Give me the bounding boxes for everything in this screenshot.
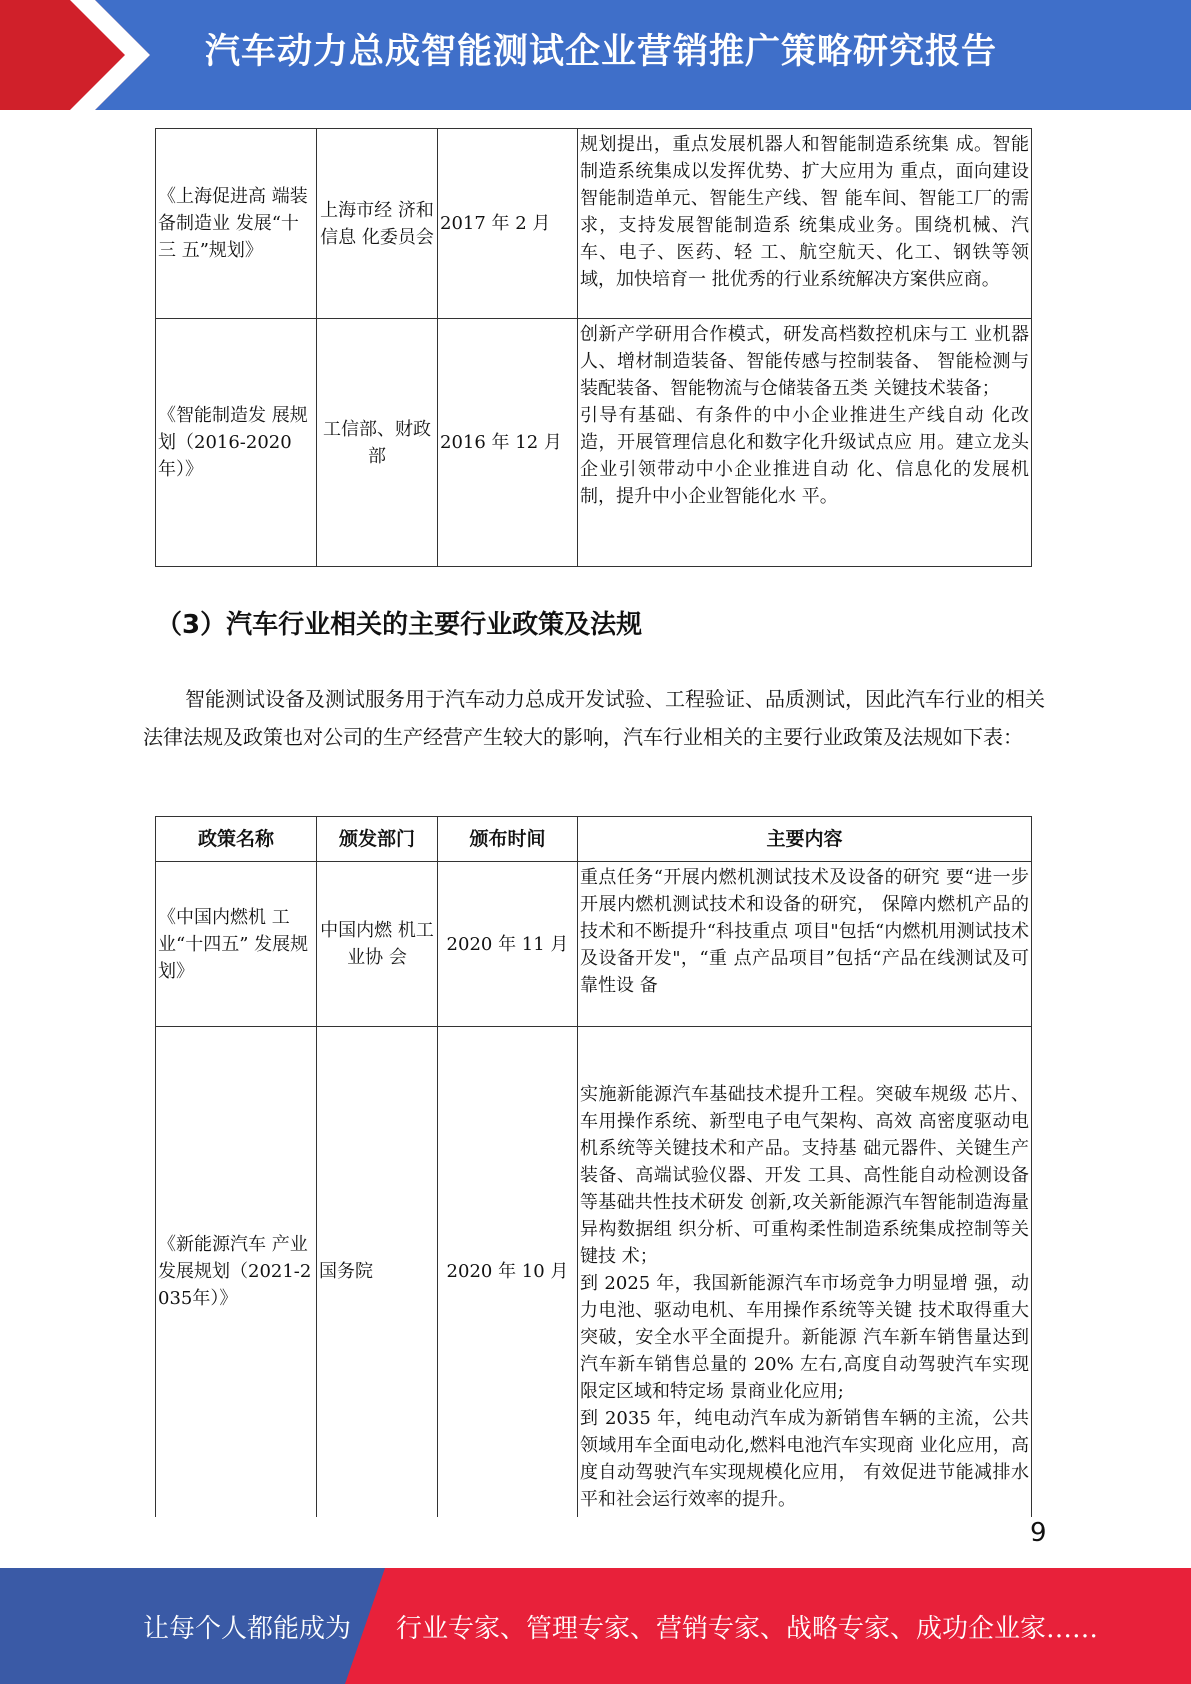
body-paragraph [143, 680, 1045, 756]
issue-date-cell: 2020 年 10 月 [438, 1027, 578, 1517]
table-row [156, 319, 1032, 567]
content-line: 引导有基础、有条件的中小企业推进生产线自动 化改造，开展管理信息化和数字化升级试点应 用。建立龙头企业引领带动中小企业推进自动 化、信息化的发展机制，提升中小企业智能化水 平。 [580, 405, 1029, 507]
auto-policy-table [155, 816, 1032, 1517]
column-header: 颁布时间 [438, 817, 578, 862]
main-content-cell [578, 1027, 1032, 1517]
issue-date-cell: 2017 年 2 月 [438, 129, 578, 319]
content-line: 到 2035 年，纯电动汽车成为新销售车辆的主流，公共领域用车全面电动化,燃料电池汽车实现商 业化应用，高度自动驾驶汽车实现规模化应用， 有效促进节能减排水平和社会运行效率的提升。 [580, 1407, 1029, 1510]
main-content-cell: 重点任务“开展内燃机测试技术及设备的研究 要“进一步开展内燃机测试技术和设备的研究， 保障内燃机产品的技术和不断提升“科技重点 项目"包括“内燃机用测试技术及设备开发"，“重 点产品项目”包括“产品在线测试及可靠性设 备 [578, 862, 1032, 1027]
content-line: 到 2025 年，我国新能源汽车市场竞争力明显增 强，动力电池、驱动电机、车用操作系统等关键 技术取得重大突破，安全水平全面提升。新能源 汽车新车销售量达到汽车新车销售总量的 20% 左右,高度自动驾驶汽车实现限定区域和特定场 景商业化应用; [580, 1272, 1029, 1402]
issuing-dept-cell: 国务院 [317, 1027, 438, 1517]
section-heading: （3）汽车行业相关的主要行业政策及法规 [156, 610, 643, 640]
main-content-cell [578, 319, 1032, 567]
content-line: 实施新能源汽车基础技术提升工程。突破车规级 芯片、车用操作系统、新型电子电气架构、高效 高密度驱动电机系统等关键技术和产品。支持基 础元器件、关键生产装备、高端试验仪器、开发 工具、高性能自动检测设备等基础共性技术研发 创新,攻关新能源汽车智能制造海量异构数据组 织分析、可重构柔性制造系统集成控制等关键技 术； [580, 1083, 1029, 1267]
main-content-cell: 规划提出，重点发展机器人和智能制造系统集 成。智能制造系统集成以发挥优势、扩大应用为 重点，面向建设智能制造单元、智能生产线、智 能车间、智能工厂的需求，支持发展智能制造系 统集成业务。围绕机械、汽车、电子、医药、轻 工、航空航天、化工、钢铁等领域，加快培育一 批优秀的行业系统解决方案供应商。 [578, 129, 1032, 319]
column-header: 主要内容 [578, 817, 1032, 862]
footer-slogan-left: 让每个人都能成为 [143, 1614, 352, 1644]
table-row [156, 1027, 1032, 1517]
table-row [156, 862, 1032, 1027]
issuing-dept-cell: 工信部、财政部 [317, 319, 438, 567]
table-header-row [156, 817, 1032, 862]
policy-name-cell: 《智能制造发 展规划（2016-2020年）》 [156, 319, 317, 567]
footer-banner [0, 1568, 1191, 1684]
content-line: 创新产学研用合作模式，研发高档数控机床与工 业机器人、增材制造装备、智能传感与控制装备、 智能检测与装配装备、智能物流与仓储装备五类 关键技术装备； [580, 324, 1029, 399]
paragraph-text: 智能测试设备及测试服务用于汽车动力总成开发试验、工程验证、品质测试，因此汽车行业的相关法律法规及政策也对公司的生产经营产生较大的影响，汽车行业相关的主要行业政策及法规如下表： [143, 687, 1045, 749]
policy-name-cell: 《上海促进高 端装备制造业 发展“十三 五”规划》 [156, 129, 317, 319]
issue-date-cell: 2020 年 11 月 [438, 862, 578, 1027]
page-number: 9 [1030, 1518, 1047, 1548]
issue-date-cell: 2016 年 12 月 [438, 319, 578, 567]
report-title: 汽车动力总成智能测试企业营销推广策略研究报告 [205, 32, 998, 72]
column-header: 政策名称 [156, 817, 317, 862]
issuing-dept-cell: 中国内燃 机工业协 会 [317, 862, 438, 1027]
table-row [156, 129, 1032, 319]
footer-slogan-right: 行业专家、管理专家、营销专家、战略专家、成功企业家…… [396, 1614, 1099, 1644]
header-banner [0, 0, 1191, 110]
column-header: 颁发部门 [317, 817, 438, 862]
policy-table-continued [155, 128, 1032, 567]
policy-name-cell: 《新能源汽车 产业发展规划（2021-2035年）》 [156, 1027, 317, 1517]
policy-name-cell: 《中国内燃机 工业“十四五” 发展规划》 [156, 862, 317, 1027]
issuing-dept-cell: 上海市经 济和信息 化委员会 [317, 129, 438, 319]
